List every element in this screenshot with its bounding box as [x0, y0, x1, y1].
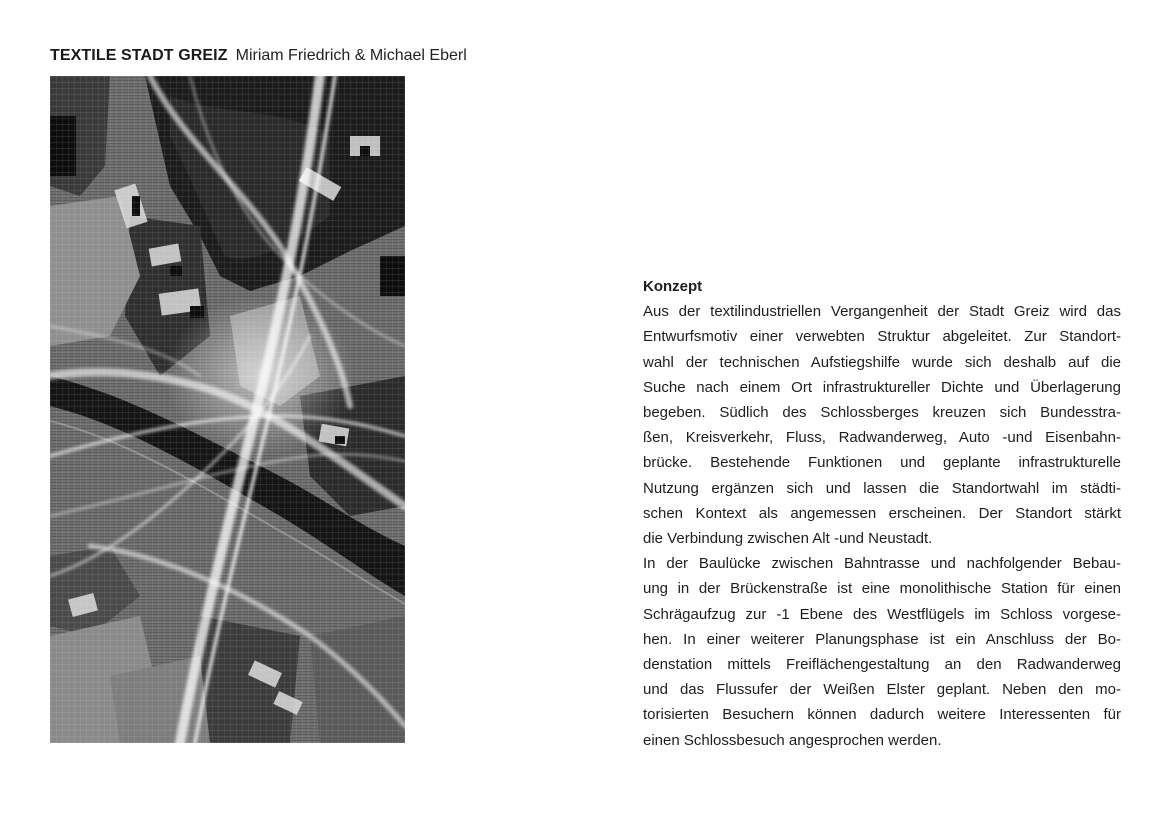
concept-paragraph-2 — [643, 551, 1121, 753]
concept-paragraph-2-line: und das Flussufer der Weißen Elster geplant. Neben den mo- — [643, 681, 1121, 699]
concept-paragraph-1-line: die Verbindung zwischen Alt -und Neustadt. — [643, 530, 933, 548]
concept-paragraph-1-line: ßen, Kreisverkehr, Fluss, Radwanderweg, Auto -und Eisenbahn- — [643, 429, 1121, 447]
concept-paragraph-2-line: hen. In einer weiterer Planungsphase ist ein Anschluss der Bo- — [643, 630, 1121, 648]
concept-paragraph-1-line: Aus der textilindustriellen Vergangenheit der Stadt Greiz wird das — [643, 303, 1121, 321]
page-header — [50, 46, 467, 66]
project-authors: Miriam Friedrich & Michael Eberl — [235, 47, 467, 64]
concept-paragraph-1 — [643, 299, 1121, 551]
concept-paragraph-1-line: Entwurfsmotiv einer verwebten Struktur abgeleitet. Zur Standort- — [643, 328, 1121, 346]
concept-paragraph-2-line: einen Schlossbesuch angesprochen werden. — [643, 731, 942, 749]
concept-paragraph-1-line: begeben. Südlich des Schlossberges kreuzen sich Bundesstra- — [643, 404, 1121, 422]
concept-text-block — [643, 274, 1121, 753]
concept-paragraph-1-line: schen Kontext als angemessen erscheinen. Der Standort stärkt — [643, 504, 1121, 522]
concept-paragraph-1-line: Nutzung ergänzen sich und lassen die Standortwahl im städti- — [643, 479, 1121, 497]
concept-paragraph-2-line: denstation mittels Freiflächengestaltung an den Radwanderweg — [643, 656, 1121, 674]
concept-heading: Konzept — [643, 278, 703, 295]
aerial-collage-graphic — [50, 76, 405, 743]
concept-paragraph-1-line: brücke. Bestehende Funktionen und geplante infrastrukturelle — [643, 454, 1121, 472]
concept-paragraph-1-line: Suche nach einem Ort infrastruktureller Dichte und Überlagerung — [643, 378, 1121, 396]
aerial-collage-image — [50, 76, 405, 743]
concept-paragraph-2-line: Schrägaufzug zur -1 Ebene des Westflügels im Schloss vorgese- — [643, 605, 1121, 623]
concept-paragraph-2-line: ung in der Brückenstraße ist eine monolithische Station für einen — [643, 580, 1121, 598]
concept-paragraph-1-line: wahl der technischen Aufstiegshilfe wurde sich deshalb auf die — [643, 353, 1121, 371]
project-title: TEXTILE STADT GREIZ — [50, 47, 228, 64]
concept-paragraph-2-line: torisierten Besuchern können dadurch weitere Interessenten für — [643, 706, 1121, 724]
concept-paragraph-2-line: In der Baulücke zwischen Bahntrasse und nachfolgender Bebau- — [643, 555, 1121, 573]
